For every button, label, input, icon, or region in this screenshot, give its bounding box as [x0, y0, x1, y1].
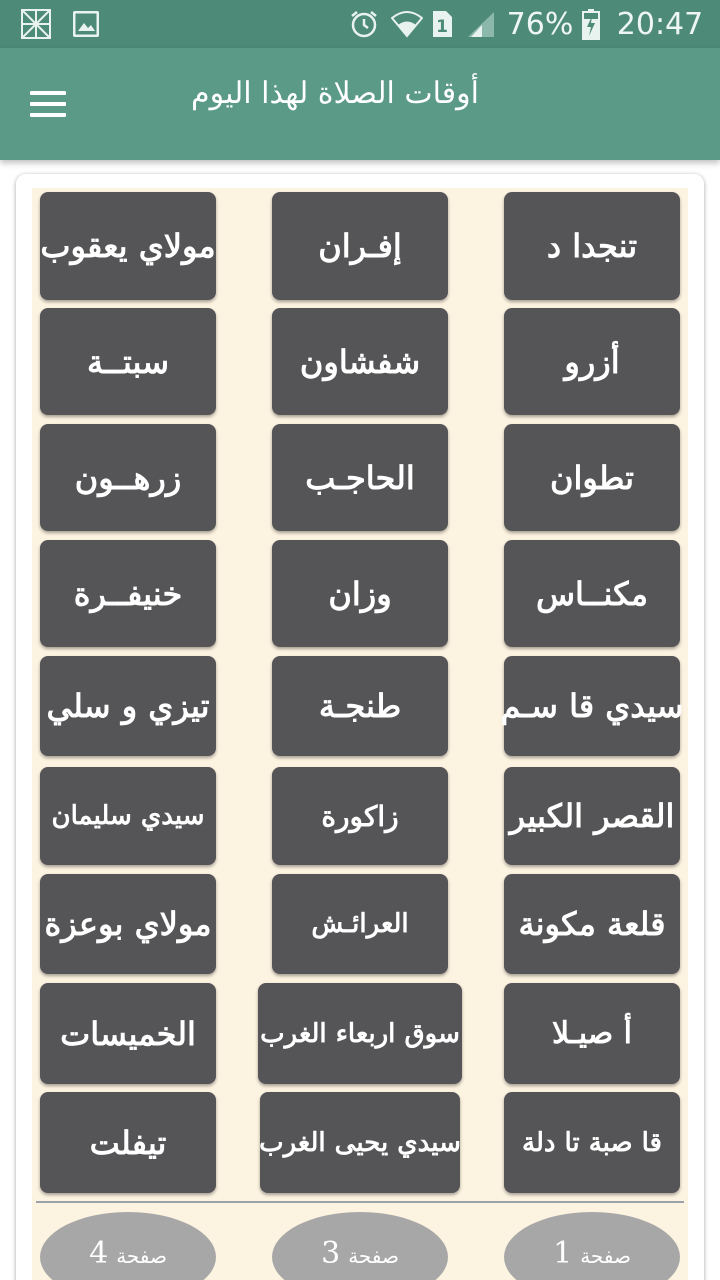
- city-button[interactable]: إفـران: [272, 192, 448, 300]
- page-label: صفحة: [348, 1244, 399, 1268]
- city-button[interactable]: زرهــون: [40, 424, 216, 531]
- city-button[interactable]: خنيفــرة: [40, 540, 216, 647]
- city-button[interactable]: سيدي سليمان: [40, 767, 216, 865]
- sim-number: 1: [436, 17, 448, 37]
- city-button[interactable]: مولاي بوعزة: [40, 874, 216, 974]
- city-button[interactable]: زاكورة: [272, 767, 448, 865]
- city-button[interactable]: سيدي قا سـم: [504, 656, 680, 756]
- gallery-thumbnail-icon: [16, 0, 56, 48]
- battery-charging-icon: [578, 0, 604, 48]
- city-button[interactable]: مكنــاس: [504, 540, 680, 647]
- city-button[interactable]: الحاجـب: [272, 424, 448, 531]
- city-button[interactable]: طنجـة: [272, 656, 448, 756]
- app-bar: [0, 48, 720, 160]
- page-number: 4: [89, 1236, 109, 1271]
- city-button[interactable]: وزان: [272, 540, 448, 647]
- image-icon: [68, 0, 104, 48]
- page-title: أوقات الصلاة لهذا اليوم: [191, 76, 479, 111]
- city-button[interactable]: تيزي و سلي: [40, 656, 216, 756]
- city-button[interactable]: أ صيـلا: [504, 983, 680, 1084]
- page-number: 1: [553, 1236, 573, 1271]
- page-label: صفحة: [116, 1244, 167, 1268]
- city-button[interactable]: تيفلت: [40, 1092, 216, 1193]
- wifi-icon: [390, 0, 424, 48]
- city-button[interactable]: سبتــة: [40, 308, 216, 415]
- status-bar: [0, 0, 720, 48]
- city-button[interactable]: الخميسات: [40, 983, 216, 1084]
- page-label: صفحة: [580, 1244, 631, 1268]
- alarm-icon: [346, 0, 382, 48]
- hamburger-menu-icon[interactable]: [24, 82, 72, 126]
- city-button[interactable]: أزرو: [504, 308, 680, 415]
- city-button[interactable]: القصر الكبير: [504, 767, 680, 865]
- signal-icon: [464, 0, 498, 48]
- sim-icon: [428, 0, 456, 48]
- city-button[interactable]: مولاي يعقوب: [40, 192, 216, 300]
- city-button[interactable]: تنجدا د: [504, 192, 680, 300]
- city-button[interactable]: سوق اربعاء الغرب: [258, 983, 462, 1084]
- city-button[interactable]: تطوان: [504, 424, 680, 531]
- divider: [36, 1201, 684, 1203]
- page-number: 3: [321, 1236, 341, 1271]
- city-button[interactable]: قلعة مكونة: [504, 874, 680, 974]
- city-button[interactable]: قا صبة تا دلة: [504, 1092, 680, 1193]
- city-button[interactable]: سيدي يحيى الغرب: [260, 1092, 460, 1193]
- clock: 20:47: [616, 6, 704, 42]
- battery-percent: 76%: [506, 6, 574, 42]
- city-button[interactable]: شفشاون: [272, 308, 448, 415]
- city-button[interactable]: العرائـش: [272, 874, 448, 974]
